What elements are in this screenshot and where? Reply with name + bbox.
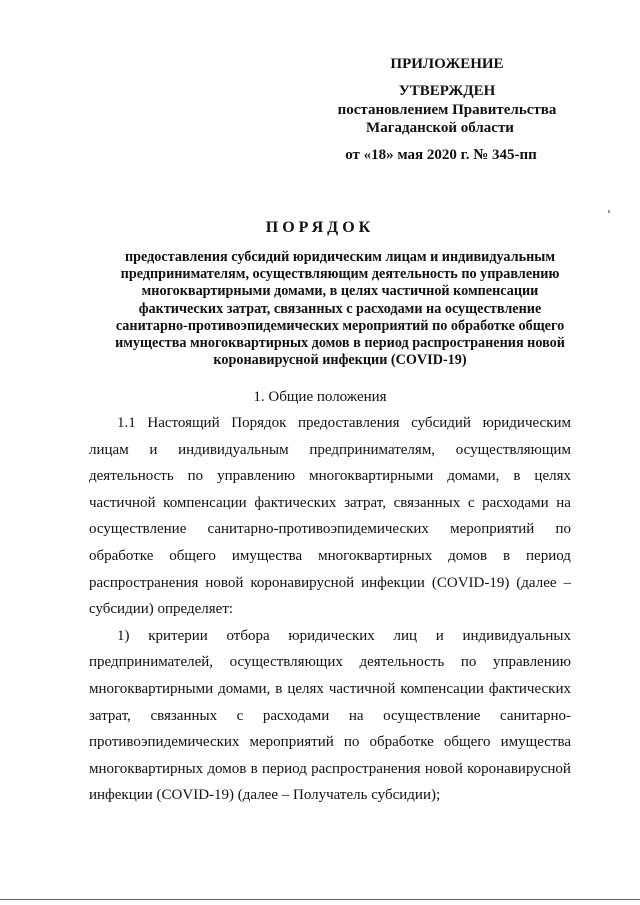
word: домами, <box>218 680 271 697</box>
word: целях <box>287 680 324 697</box>
word: инфекции <box>361 574 425 591</box>
word: осуществление <box>383 707 481 724</box>
word: мероприятий <box>249 734 334 751</box>
subtitle-line: предпринимателям, осуществляющим деятельность по управлению <box>120 266 560 283</box>
word: домов <box>448 547 488 564</box>
document-title: ПОРЯДОК <box>265 219 375 236</box>
decree-date-number: от «18» мая 2020 г. № 345-пп <box>345 147 537 163</box>
word: – <box>563 574 571 591</box>
list-item-line <box>89 676 571 703</box>
word: юридическим <box>482 415 571 431</box>
word: лиц <box>393 627 418 644</box>
word: расходами <box>482 494 549 511</box>
word: общего <box>443 734 491 751</box>
paragraph-line <box>89 410 571 437</box>
word: связанных <box>150 707 218 724</box>
word: многоквартирными <box>309 468 434 485</box>
word: многоквартирных <box>318 547 433 564</box>
approved-label: УТВЕРЖДЕН <box>398 83 496 99</box>
word: Порядок <box>231 415 287 431</box>
word: имущества <box>500 734 571 751</box>
subtitle-line: предоставления субсидий юридическим лицам и индивидуальным <box>124 249 556 265</box>
word: субсидий <box>411 415 471 431</box>
word: управлению <box>493 654 571 671</box>
list-item-line <box>89 649 571 676</box>
word: новой <box>424 760 463 777</box>
word: индивидуальным <box>178 441 289 458</box>
word: в <box>275 680 283 697</box>
scan-artifact <box>608 210 610 213</box>
list-item-line <box>89 623 571 650</box>
word: мероприятий <box>450 521 535 538</box>
word: осуществление <box>89 521 187 538</box>
word: (COVID-19) <box>431 574 510 591</box>
word: на <box>348 707 364 724</box>
word: по <box>460 654 477 671</box>
word: в <box>503 547 511 564</box>
word: с <box>236 707 244 724</box>
paragraph-line <box>89 437 571 464</box>
word: в <box>513 468 521 485</box>
word: деятельность <box>359 654 445 671</box>
word: фактических <box>254 494 337 511</box>
section-heading: 1. Общие положения <box>253 389 387 405</box>
word: распространения <box>89 574 199 591</box>
paragraph-line <box>89 463 571 490</box>
subtitle-line: фактических затрат, связанных с расходами на осуществление <box>138 300 542 317</box>
word: коронавирусной <box>250 574 355 591</box>
decree-line-2: Магаданской области <box>366 120 514 136</box>
word: осуществляющих <box>229 654 343 671</box>
word: (далее <box>516 574 557 591</box>
word: фактических <box>488 680 571 697</box>
decree-line-1: постановлением Правительства <box>337 102 557 118</box>
word: деятельность <box>89 468 174 485</box>
word: частичной <box>328 680 396 697</box>
document-body <box>89 410 571 809</box>
word: коронавирусной <box>467 760 571 777</box>
word: индивидуальных <box>462 627 571 644</box>
list-item-line <box>89 729 571 756</box>
list-item-line: инфекции (COVID-19) (далее – Получатель субсидии); <box>89 787 441 804</box>
word: общего <box>169 547 216 564</box>
word: санитарно-противоэпидемических <box>207 521 429 538</box>
word: по <box>555 521 571 538</box>
word: домов <box>207 760 247 777</box>
word: период <box>526 547 571 564</box>
word: многоквартирных <box>89 760 204 777</box>
paragraph-line <box>89 490 571 517</box>
word: обработке <box>369 734 434 751</box>
word: 1) <box>117 627 130 644</box>
word: по <box>187 468 204 485</box>
paragraph-line <box>89 570 571 597</box>
word: компенсации <box>163 494 247 511</box>
word: отбора <box>226 627 270 644</box>
paragraph-line: субсидии) определяет: <box>89 601 234 618</box>
document-subtitle <box>95 249 585 369</box>
word: распространения <box>311 760 421 777</box>
list-item-line <box>89 703 571 730</box>
word: противоэпидемических <box>89 734 240 751</box>
word: на <box>556 494 571 511</box>
word: с <box>467 494 475 511</box>
subtitle-line: санитарно-противоэпидемических мероприятий по обработке общего <box>115 317 565 334</box>
word: и <box>435 627 444 644</box>
word: компенсации <box>400 680 484 697</box>
word: осуществляющим <box>455 441 571 458</box>
paragraph-line <box>89 516 571 543</box>
paragraph-line <box>89 543 571 570</box>
word: предпринимателей, <box>89 654 214 671</box>
word: связанных <box>393 494 461 511</box>
appendix-label: ПРИЛОЖЕНИЕ <box>390 56 504 72</box>
word: частичной <box>89 494 156 511</box>
word: затрат, <box>344 494 386 511</box>
word: многоквартирными <box>89 680 214 697</box>
approval-header <box>0 55 640 175</box>
word: период <box>261 760 307 777</box>
word: критерии <box>148 627 208 644</box>
word: 1.1 <box>117 415 136 431</box>
word: юридических <box>288 627 375 644</box>
word: имущества <box>231 547 303 564</box>
subtitle-line: многоквартирными домами, в целях частичной компенсации <box>141 283 539 300</box>
word: в <box>250 760 258 777</box>
word: предпринимателям, <box>309 441 436 458</box>
page-bottom-rule <box>0 899 640 900</box>
subtitle-line: имущества многоквартирных домов в период распространения новой <box>115 335 565 352</box>
word: по <box>343 734 360 751</box>
word: затрат, <box>89 707 131 724</box>
word: новой <box>205 574 244 591</box>
word: предоставления <box>298 415 400 431</box>
word: лицам <box>89 441 129 458</box>
word: целях <box>534 468 571 485</box>
word: санитарно- <box>500 707 571 724</box>
word: управлению <box>217 468 296 485</box>
list-item-line <box>89 756 571 783</box>
word: Настоящий <box>147 415 220 431</box>
word: расходами <box>262 707 330 724</box>
word: домами, <box>447 468 500 485</box>
word: обработке <box>89 547 154 564</box>
subtitle-line: коронавирусной инфекции (COVID-19) <box>213 352 467 369</box>
word: и <box>149 441 158 458</box>
